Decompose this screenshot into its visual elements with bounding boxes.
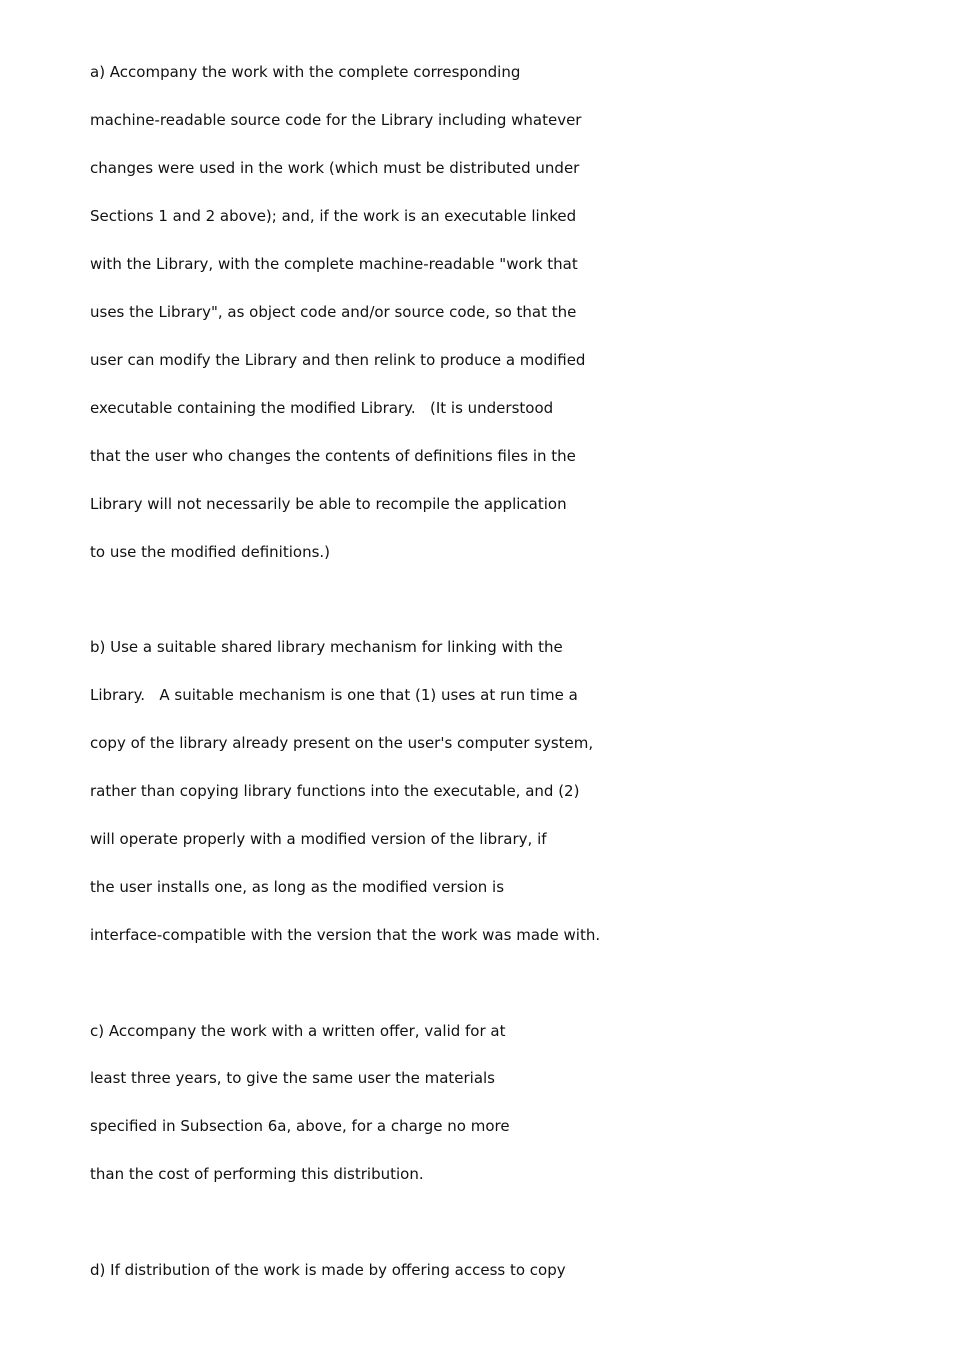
text-line: Library. A suitable mechanism is one that (1) uses at run time a: [90, 686, 578, 704]
text-line: least three years, to give the same user the materials: [90, 1069, 495, 1087]
text-line: that the user who changes the contents of definitions files in the: [90, 447, 576, 465]
text-line: b) Use a suitable shared library mechanism for linking with the: [90, 638, 563, 656]
text-line: interface-compatible with the version that the work was made with.: [90, 926, 601, 944]
text-line: uses the Library", as object code and/or source code, so that the: [90, 303, 577, 321]
text-line: specified in Subsection 6a, above, for a charge no more: [90, 1117, 510, 1135]
text-line: machine-readable source code for the Library including whatever: [90, 111, 582, 129]
text-line: rather than copying library functions into the executable, and (2): [90, 782, 580, 800]
text-line: a) Accompany the work with the complete corresponding: [90, 63, 521, 81]
text-line: copy of the library already present on the user's computer system,: [90, 734, 594, 752]
text-line: with the Library, with the complete machine-readable "work that: [90, 255, 578, 273]
text-line: user can modify the Library and then relink to produce a modified: [90, 351, 586, 369]
text-line: will operate properly with a modified version of the library, if: [90, 830, 547, 848]
text-line: than the cost of performing this distribution.: [90, 1165, 424, 1183]
text-line: d) If distribution of the work is made by offering access to copy: [90, 1261, 566, 1279]
text-line: c) Accompany the work with a written offer, valid for at: [90, 1022, 506, 1040]
text-line: executable containing the modified Library. (It is understood: [90, 399, 554, 417]
text-line: changes were used in the work (which must be distributed under: [90, 159, 580, 177]
text-line: Library will not necessarily be able to recompile the application: [90, 495, 567, 513]
text-line: the user installs one, as long as the modified version is: [90, 878, 505, 896]
text-line: Sections 1 and 2 above); and, if the work is an executable linked: [90, 207, 577, 225]
text-line: to use the modified definitions.): [90, 543, 331, 561]
